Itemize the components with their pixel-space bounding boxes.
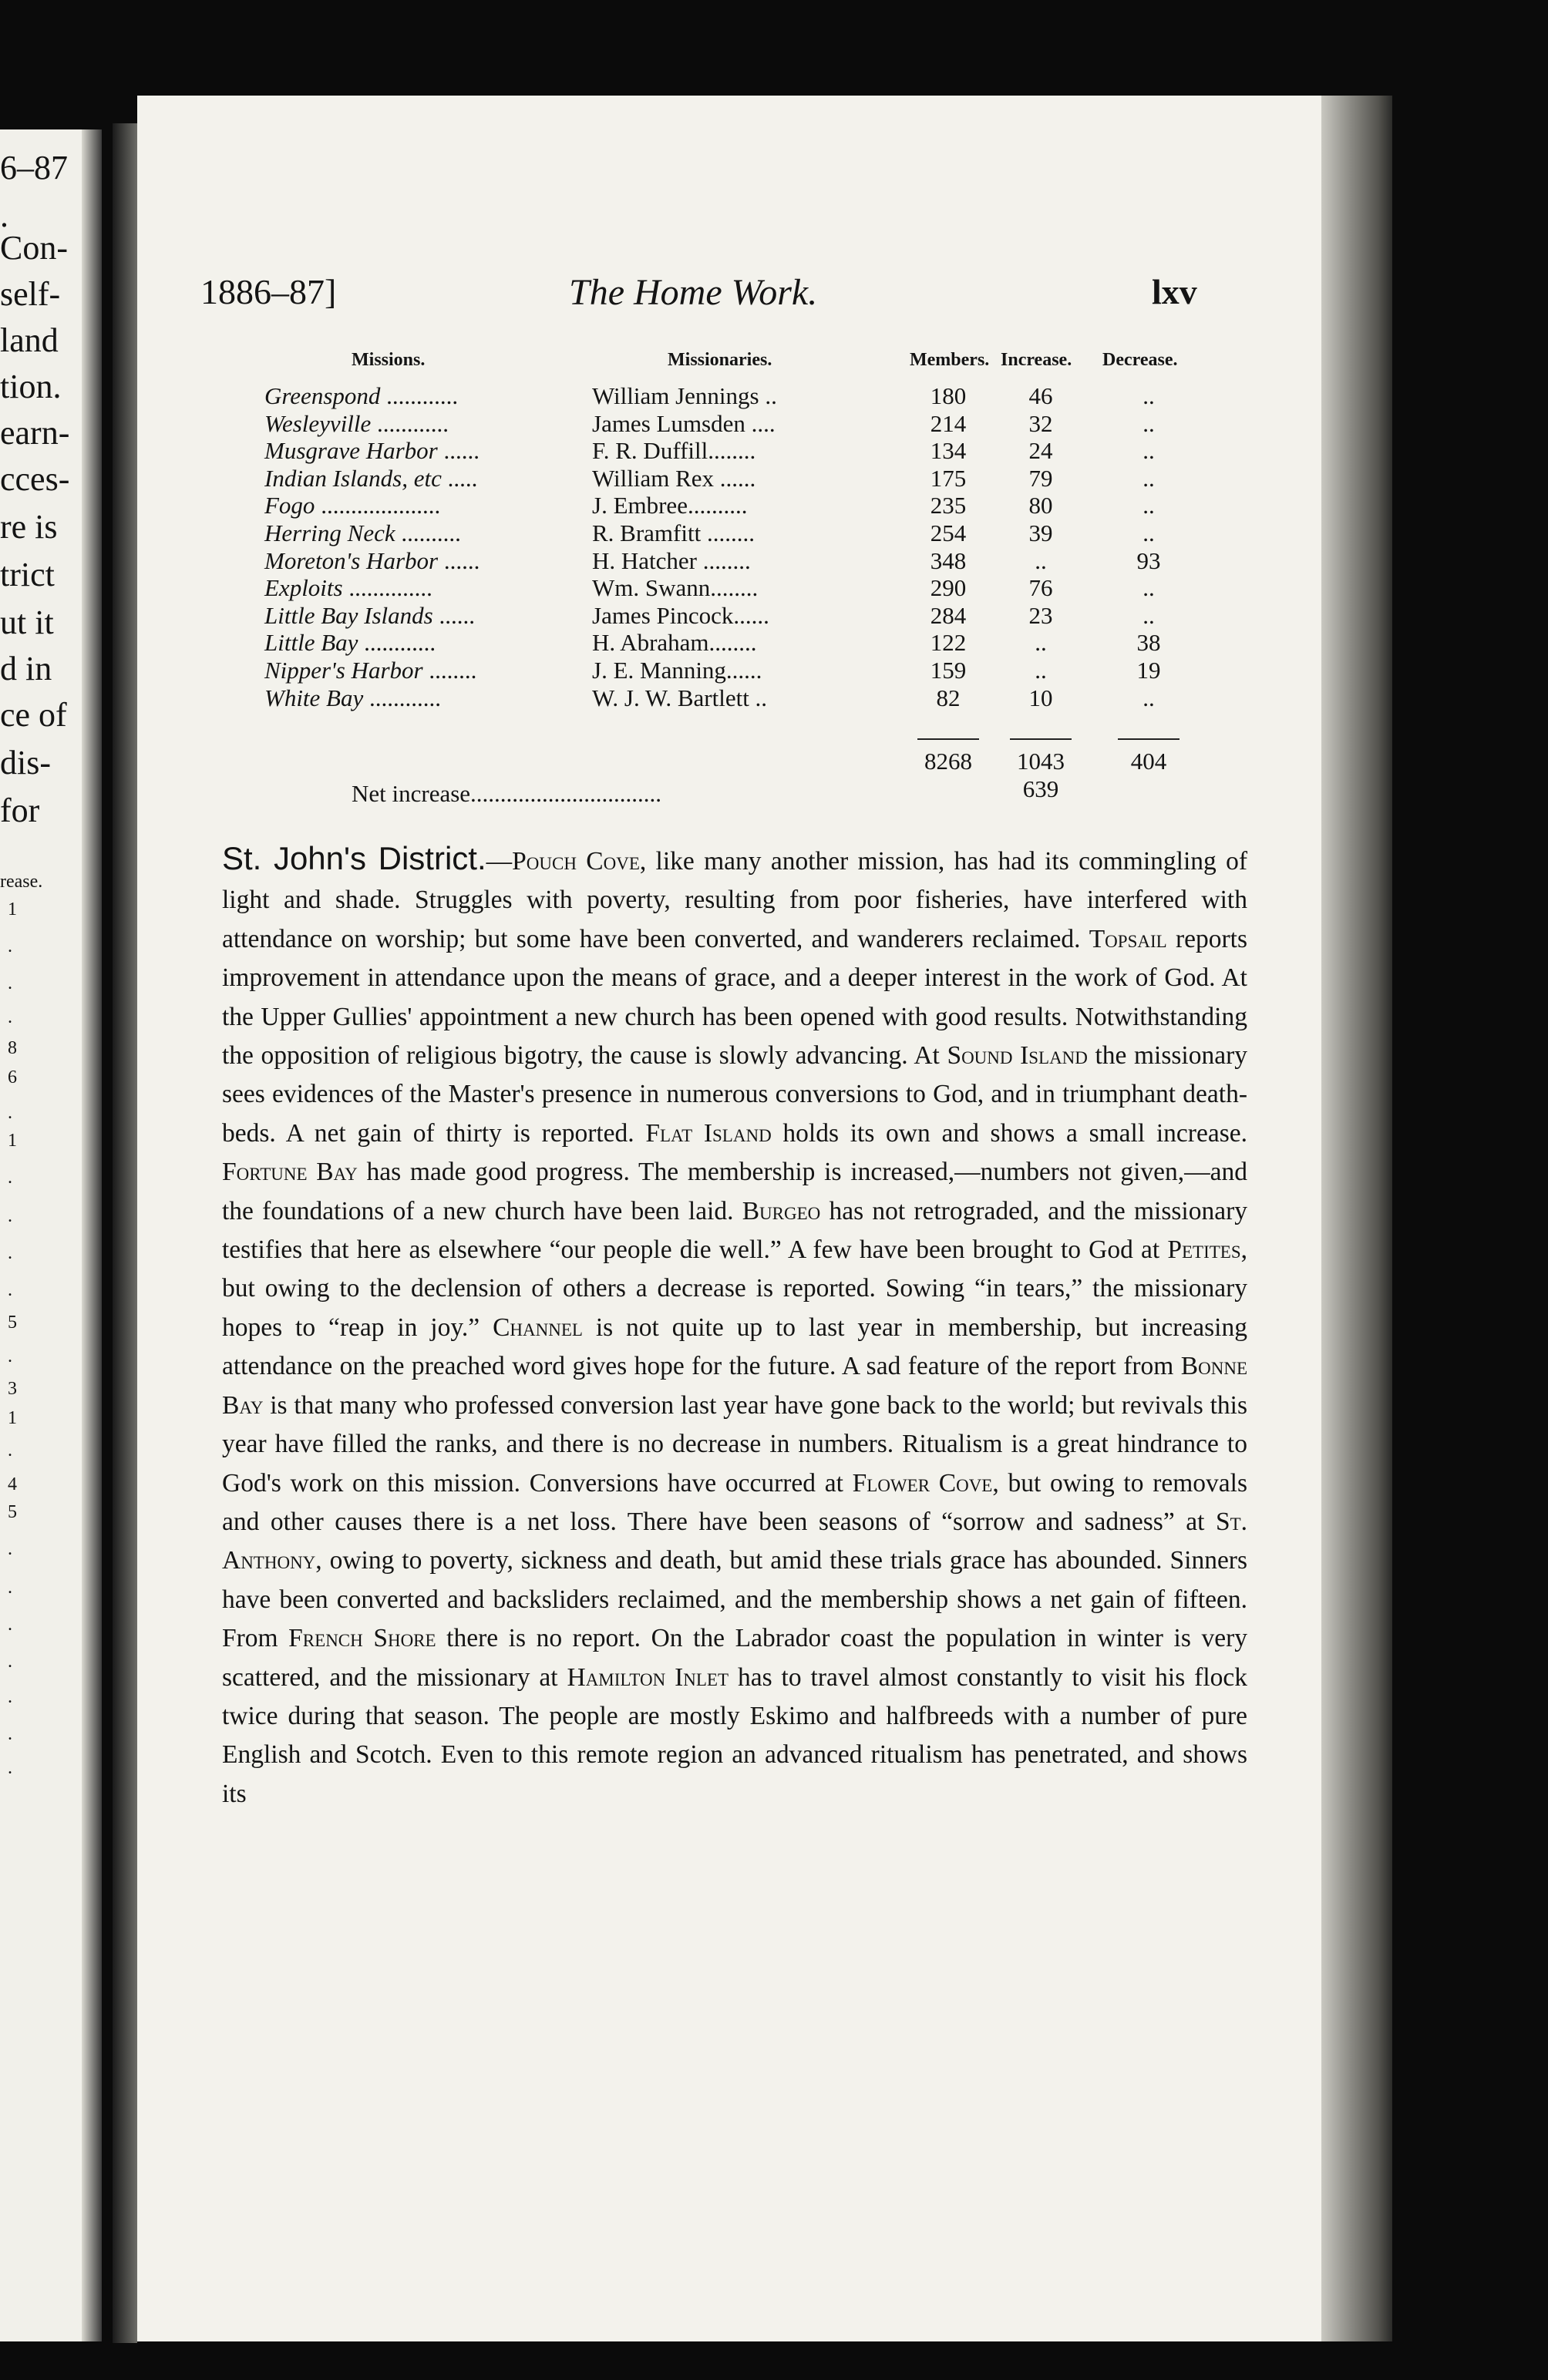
missionary-name: J. Embree..........	[592, 492, 748, 519]
left-page-fragment: .	[8, 1440, 12, 1461]
decrease-count: ..	[1142, 684, 1155, 711]
total-increase: 1043	[1017, 748, 1065, 775]
text-run: , but owing to the declension of others a decrease is reported. Sowing “in tears,” the missionary hopes to “reap in joy.”	[222, 1235, 1247, 1342]
left-page-fragment: dis-	[0, 744, 51, 782]
table-row	[137, 547, 1321, 575]
left-page-fragment: .	[8, 973, 12, 993]
place-name: Hamilton Inlet	[567, 1662, 729, 1692]
text-run: , owing to poverty, sickness and death, but amid these trials grace has abounded. Sinners have been converted and backsliders reclaimed, and the membership shows a net gain of fifteen. From	[222, 1546, 1247, 1653]
left-page-fragment: .	[8, 1687, 12, 1707]
decrease-count: ..	[1142, 519, 1155, 546]
increase-count: ..	[1035, 546, 1047, 574]
mission-name: Little Bay Islands ......	[264, 601, 475, 629]
left-page-fragment: d in	[0, 650, 52, 687]
place-name: Burgeo	[742, 1196, 821, 1225]
left-page-fragment: 5	[8, 1502, 17, 1522]
mission-name: Fogo ....................	[264, 492, 441, 519]
text-run: holds its own and shows a small increase.	[771, 1118, 1247, 1148]
place-name: Channel	[493, 1313, 583, 1342]
text-run: has to travel almost constantly to visit his flock twice during that season. The people are mostly Eskimo and halfbreeds with a number of pure English and Scotch. Even to this remote region an advanced ritualism has penetrated, and shows its	[222, 1662, 1247, 1808]
text-run: has made good progress. The membership is increased,—numbers not given,—and the foundations of a new church have been laid.	[222, 1158, 1247, 1225]
leader-dots: .....	[441, 464, 478, 492]
page-stack-edge	[1321, 96, 1392, 2341]
missionary-name: William Jennings ..	[592, 382, 777, 409]
mission-name: Herring Neck ..........	[264, 519, 461, 546]
col-head-members: Members.	[910, 350, 990, 370]
left-page-fragment: .	[8, 1539, 12, 1559]
mission-name: Little Bay ............	[264, 629, 436, 657]
mission-name: Greenspond ............	[264, 382, 459, 409]
col-head-missions: Missions.	[352, 350, 426, 370]
members-count: 122	[930, 629, 967, 657]
increase-count: 80	[1028, 492, 1053, 519]
table-row	[137, 492, 1321, 519]
district-report-paragraph	[222, 839, 1247, 1814]
missionary-name: J. E. Manning......	[592, 657, 762, 684]
place-name: Petites	[1167, 1235, 1241, 1265]
book-spine	[113, 123, 137, 2343]
table-row	[137, 684, 1321, 712]
increase-count: ..	[1035, 657, 1047, 684]
increase-count: ..	[1035, 629, 1047, 657]
left-page-fragment: .	[8, 1652, 12, 1672]
mission-name: Moreton's Harbor ......	[264, 546, 480, 574]
text-run: —	[486, 847, 513, 876]
text-run: , like many another mission, has had its commingling of light and shade. Struggles with poverty, resulting from poor fisheries, have interfered with attendance on worship; but some have been converted, and wanderers reclaimed.	[222, 847, 1247, 953]
rule-increase	[1010, 738, 1072, 740]
members-count: 175	[930, 464, 967, 492]
left-page-gutter	[82, 129, 102, 2341]
members-count: 134	[930, 437, 967, 465]
decrease-count: ..	[1142, 409, 1155, 437]
left-page-fragment: 8	[8, 1038, 17, 1058]
missionary-name: James Lumsden ....	[592, 409, 776, 437]
increase-count: 24	[1028, 437, 1053, 465]
place-name: Flat Island	[645, 1118, 772, 1148]
left-page-fragment: 6	[8, 1067, 17, 1087]
table-row	[137, 437, 1321, 465]
page-number: lxv	[1152, 272, 1197, 311]
place-name: Flower Cove	[852, 1468, 993, 1498]
net-increase-value: 639	[1022, 775, 1059, 802]
left-page-fragment: .	[8, 1168, 12, 1188]
left-page-fragment: 1	[8, 1131, 17, 1151]
decrease-count: 38	[1136, 629, 1161, 657]
running-head-left: 1886–87]	[200, 272, 337, 311]
left-page-fragment: .	[0, 197, 8, 234]
left-page-fragment: 1	[8, 899, 17, 919]
place-name: French Shore	[288, 1624, 436, 1653]
increase-count: 46	[1028, 382, 1053, 409]
decrease-count: ..	[1142, 437, 1155, 465]
left-page-fragment: .	[8, 1578, 12, 1598]
leader-dots: ......	[432, 601, 475, 629]
mission-name: Musgrave Harbor ......	[264, 437, 480, 465]
total-decrease: 404	[1130, 748, 1167, 775]
total-members: 8268	[924, 748, 972, 775]
members-count: 82	[936, 684, 961, 711]
place-name: St. Anthony	[222, 1507, 1247, 1575]
left-page-fragment: trict	[0, 556, 55, 593]
left-page-fragment: .	[8, 1758, 12, 1778]
members-count: 159	[930, 657, 967, 684]
mission-name: White Bay ............	[264, 684, 442, 711]
members-count: 348	[930, 546, 967, 574]
mission-name: Wesleyville ............	[264, 409, 449, 437]
text-run: , but owing to removals and other causes there is a net loss. There have been seasons of “sorrow and sadness” at	[222, 1468, 1247, 1536]
missionary-name: W. J. W. Bartlett ..	[592, 684, 768, 711]
left-page-fragment: earn-	[0, 414, 70, 452]
decrease-count: 93	[1136, 546, 1161, 574]
left-page-fragment: land	[0, 321, 59, 359]
leader-dots: ..........	[395, 519, 461, 546]
col-head-missionaries: Missionaries.	[668, 350, 772, 370]
place-name: Bonne Bay	[222, 1352, 1247, 1420]
left-page-fragment: cces-	[0, 460, 70, 498]
left-page-fragment: .	[8, 1243, 12, 1263]
decrease-count: ..	[1142, 492, 1155, 519]
decrease-count: ..	[1142, 382, 1155, 409]
mission-name: Indian Islands, etc .....	[264, 464, 478, 492]
text-run: has not retrograded, and the missionary testifies that here as elsewhere “our people die well.” A few have been brought to God at	[222, 1196, 1247, 1265]
net-increase-label: Net increase................................	[352, 780, 662, 807]
paragraph-text	[222, 847, 1247, 1808]
members-count: 180	[930, 382, 967, 409]
col-head-increase: Increase.	[1001, 350, 1072, 370]
missionary-name: Wm. Swann........	[592, 574, 759, 602]
members-count: 284	[930, 601, 967, 629]
increase-count: 32	[1028, 409, 1053, 437]
left-page-fragment: tion.	[0, 368, 62, 405]
members-count: 254	[930, 519, 967, 546]
left-page-fragment: .	[8, 1007, 12, 1027]
members-count: 214	[930, 409, 967, 437]
left-page-fragment: .	[8, 1724, 12, 1744]
left-page-fragment: 4	[8, 1474, 17, 1494]
left-page-fragment: .	[8, 1280, 12, 1300]
missionary-name: R. Bramfitt ........	[592, 519, 755, 546]
left-page-fragment: for	[0, 792, 40, 829]
leader-dots: ........	[422, 657, 477, 684]
district-heading: St. John's District.	[222, 840, 486, 876]
left-page-fragment: .	[8, 1615, 12, 1635]
rule-decrease	[1118, 738, 1180, 740]
missionary-name: H. Abraham........	[592, 629, 757, 657]
increase-count: 23	[1028, 601, 1053, 629]
missionary-name: William Rex ......	[592, 464, 756, 492]
place-name: Sound Island	[947, 1041, 1088, 1071]
leader-dots: ......	[437, 437, 480, 465]
missionary-name: H. Hatcher ........	[592, 546, 751, 574]
left-page-fragment: .	[8, 1346, 12, 1366]
left-page-fragment: 1	[8, 1408, 17, 1428]
place-name: Topsail	[1089, 924, 1167, 953]
members-count: 290	[930, 574, 967, 602]
left-page-fragment: self-	[0, 275, 61, 313]
left-page-fragment: .	[8, 1103, 12, 1123]
missionary-name: F. R. Duffill........	[592, 437, 756, 465]
left-page-fragment: .	[8, 936, 12, 956]
place-name: Pouch Cove	[512, 847, 640, 876]
leader-dots: ............	[363, 684, 442, 711]
decrease-count: 19	[1136, 657, 1161, 684]
left-page-fragment: 5	[8, 1313, 17, 1333]
left-page-edge	[0, 129, 102, 2341]
left-page-fragment: 3	[8, 1379, 17, 1399]
leader-dots: ............	[371, 409, 449, 437]
increase-count: 39	[1028, 519, 1053, 546]
left-page-fragment: ce of	[0, 696, 67, 734]
mission-name: Nipper's Harbor ........	[264, 657, 477, 684]
left-page-fragment: .	[8, 1206, 12, 1226]
leader-dots: ......	[438, 546, 480, 574]
left-page-fragment: Con-	[0, 229, 68, 267]
leader-dots: ....................	[315, 492, 441, 519]
left-page-fragment: re is	[0, 508, 58, 546]
place-name: Fortune Bay	[222, 1158, 358, 1187]
table-row	[137, 410, 1321, 438]
increase-count: 79	[1028, 464, 1053, 492]
left-page-fragment: rease.	[0, 872, 43, 892]
leader-dots: ............	[380, 382, 459, 409]
table-row	[137, 574, 1321, 602]
text-run: the missionary sees evidences of the Master's presence in numerous conversions to God, and in triumphant death-beds. A net gain of thirty is reported.	[222, 1041, 1247, 1148]
col-head-decrease: Decrease.	[1102, 350, 1178, 370]
table-row	[137, 602, 1321, 630]
decrease-count: ..	[1142, 574, 1155, 602]
decrease-count: ..	[1142, 601, 1155, 629]
text-run: reports improvement in attendance upon the means of grace, and a deeper interest in the work of God. At the Upper Gullies' appointment a new church has been opened with good results. Notwithstanding the opposition of religious bigotry, the cause is slowly advancing. At	[222, 924, 1247, 1071]
table-row	[137, 519, 1321, 547]
table-row	[137, 382, 1321, 410]
table-row	[137, 629, 1321, 657]
text-run: is that many who professed conversion last year have gone back to the world; but revivals this year have filled the ranks, and there is no decrease in numbers. Ritualism is a great hindrance to God's work on this mission. Conversions have occurred at	[222, 1390, 1247, 1498]
leader-dots: ..............	[342, 574, 432, 602]
increase-count: 10	[1028, 684, 1053, 711]
members-count: 235	[930, 492, 967, 519]
leader-dots: ............	[358, 629, 436, 657]
text-run: is not quite up to last year in membership, but increasing attendance on the preached word gives hope for the future. A sad feature of the report from	[222, 1313, 1247, 1381]
table-row	[137, 657, 1321, 684]
table-row	[137, 465, 1321, 492]
running-head-title: The Home Work.	[569, 272, 818, 313]
left-page-fragment: 6–87	[0, 149, 68, 187]
text-run: there is no report. On the Labrador coast the population in winter is very scattered, and the missionary at	[222, 1624, 1247, 1692]
missionary-name: James Pincock......	[592, 601, 769, 629]
main-page	[137, 96, 1321, 2341]
mission-name: Exploits ..............	[264, 574, 432, 602]
left-page-fragment: ut it	[0, 603, 54, 641]
rule-members	[917, 738, 979, 740]
decrease-count: ..	[1142, 464, 1155, 492]
increase-count: 76	[1028, 574, 1053, 602]
